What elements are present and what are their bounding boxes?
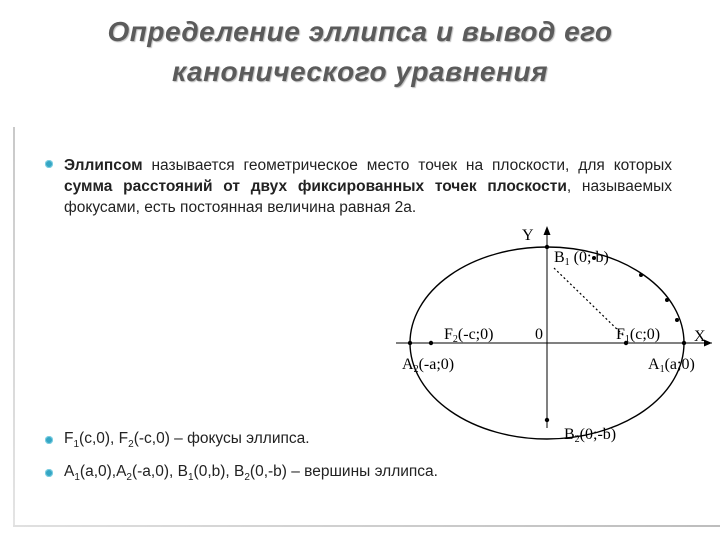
a1-point xyxy=(682,341,686,345)
bullet-icon xyxy=(45,469,53,477)
f2-point xyxy=(429,341,433,345)
f2-label: F2(-c;0) xyxy=(444,326,494,345)
definition-text-1: называется геометрическое место точек на плоскости, для которых xyxy=(142,157,672,174)
vertices-line: $A_1(a,0),A_2(-a,0)$, $B_1(0,b)$, $B_2(0,-b)$ – вершины эллипса. xyxy=(64,463,438,484)
a2-label: A2(-a;0) xyxy=(402,356,455,375)
definition-term: Эллипсом xyxy=(64,157,143,174)
a2-point xyxy=(408,341,412,345)
bullet-icon xyxy=(45,160,53,168)
ellipse-point xyxy=(675,318,679,322)
b2-label: B2(0;-b) xyxy=(564,426,617,445)
bullet-icon xyxy=(45,436,53,444)
origin-label: 0 xyxy=(535,326,543,343)
slide-frame-left xyxy=(13,127,15,527)
ellipse-diagram xyxy=(394,224,720,450)
x-axis-label: X xyxy=(694,328,706,345)
title-line-1: Определение эллипса и вывод его xyxy=(107,16,613,47)
definition-text-2: , называемых фокусами, есть постоянная величина равная 2а. xyxy=(64,178,672,216)
slide-title xyxy=(20,12,700,92)
f1-label: F1(c;0) xyxy=(616,326,661,345)
slide-frame-bottom xyxy=(13,525,720,527)
ellipse-point xyxy=(665,298,669,302)
definition-paragraph xyxy=(64,155,672,218)
ellipse-point xyxy=(639,273,643,277)
ellipse-diagram-svg xyxy=(394,224,720,450)
b2-point xyxy=(545,418,549,422)
definition-bold-phrase: сумма расстояний от двух фиксированных точек плоскости xyxy=(64,178,567,195)
b1-point xyxy=(545,245,549,249)
title-line-2: канонического уравнения xyxy=(171,56,549,87)
foci-line: $F_1(c,0)$, $F_2(-c,0)$ – фокусы эллипса. xyxy=(64,430,310,451)
b1-label: B1 (0; b) xyxy=(554,249,609,268)
y-axis-label: Y xyxy=(522,227,534,244)
a1-label: A1(a;0) xyxy=(648,356,695,375)
